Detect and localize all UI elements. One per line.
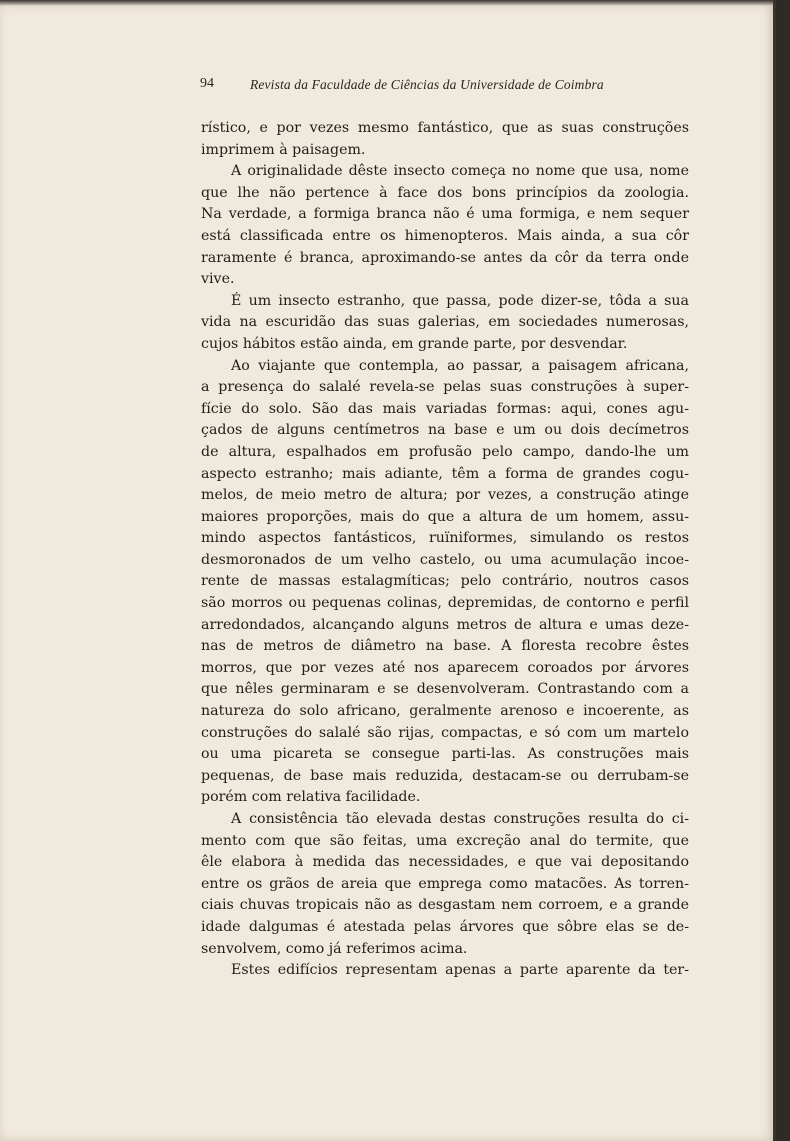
text-line: Ao viajante que contempla, ao passar, a paisagem africana,: [231, 357, 689, 374]
text-line: está classificada entre os himenopteros. Mais ainda, a sua côr: [201, 227, 689, 244]
text-line: raramente é branca, aproximando-se antes da côr da terra onde: [201, 249, 689, 266]
text-line: que nêles germinaram e se desenvolveram. Contrastando com a: [201, 681, 689, 698]
text-line: são morros ou pequenas colinas, depremidas, de contorno e perfil: [201, 595, 689, 612]
text-line: aspecto estranho; mais adiante, têm a forma de grandes cogu-: [201, 465, 689, 482]
text-line: vive.: [201, 271, 235, 288]
text-line: de altura, espalhados em profusão pelo campo, dando-lhe um: [201, 443, 689, 460]
text-line: Na verdade, a formiga branca não é uma formiga, e nem sequer: [201, 206, 689, 223]
text-line: É um insecto estranho, que passa, pode dizer-se, tôda a sua: [231, 292, 689, 309]
text-line: mindo aspectos fantásticos, ruïniformes, simulando os restos: [201, 530, 689, 547]
text-line: mento com que são feitas, uma excreção anal do termite, que: [201, 832, 689, 849]
text-line: cujos hábitos estão ainda, em grande parte, por desvendar.: [201, 335, 628, 352]
text-line: que lhe não pertence à face dos bons princípios da zoologia.: [201, 184, 689, 201]
running-title: Revista da Faculdade de Ciências da Universidade de Coimbra: [250, 77, 604, 92]
text-line: desmoronados de um velho castelo, ou uma acumulação incoe-: [201, 551, 689, 568]
text-line: rente de massas estalagmíticas; pelo contrário, noutros casos: [201, 573, 689, 590]
text-line: A originalidade dêste insecto começa no nome que usa, nome: [231, 163, 689, 180]
text-line: entre os grãos de areia que emprega como matacões. As torren-: [201, 875, 689, 892]
text-line: vida na escuridão das suas galerias, em sociedades numerosas,: [201, 314, 689, 331]
text-line: senvolvem, como já referimos acima.: [201, 940, 468, 957]
text-line: rístico, e por vezes mesmo fantástico, que as suas construções: [201, 120, 689, 136]
text-line: idade dalgumas é atestada pelas árvores que sôbre elas se de-: [201, 918, 689, 935]
text-line: natureza do solo africano, geralmente arenoso e incoerente, as: [201, 703, 689, 720]
text-line: çados de alguns centímetros na base e um ou dois decímetros: [201, 422, 689, 439]
text-line: êle elabora à medida das necessidades, e que vai depositando: [201, 854, 689, 871]
text-line: arredondados, alcançando alguns metros de altura e umas deze-: [201, 616, 689, 633]
text-line: a presença do salalé revela-se pelas suas construções à super-: [201, 379, 689, 396]
text-line: porém com relativa facilidade.: [201, 789, 421, 806]
text-line: melos, de meio metro de altura; por vezes, a construção atinge: [201, 487, 689, 504]
text-line: morros, que por vezes até nos aparecem coroados por árvores: [201, 659, 689, 676]
text-line: fície do solo. São das mais variadas formas: aqui, cones agu-: [201, 400, 689, 417]
text-line: imprimem à paisagem.: [201, 141, 366, 158]
text-line: Estes edifícios representam apenas a parte aparente da ter-: [231, 962, 689, 979]
text-line: construções do salalé são rijas, compactas, e só com um martelo: [201, 724, 689, 741]
page-number: 94: [200, 76, 214, 91]
text-line: pequenas, de base mais reduzida, destacam-se ou derrubam-se: [201, 767, 689, 784]
text-line: maiores proporções, mais do que a altura de um homem, assu-: [201, 508, 689, 525]
text-line: ou uma picareta se consegue parti-las. As construções mais: [201, 746, 689, 763]
text-line: nas de metros de diâmetro na base. A floresta recobre êstes: [201, 638, 689, 655]
page-top-edge: [0, 0, 776, 6]
text-line: ciais chuvas tropicais não as desgastam nem corroem, e a grande: [201, 897, 689, 914]
body-text: [201, 118, 689, 982]
text-line: A consistência tão elevada destas construções resulta do ci-: [231, 811, 689, 827]
page-header: [200, 76, 660, 96]
